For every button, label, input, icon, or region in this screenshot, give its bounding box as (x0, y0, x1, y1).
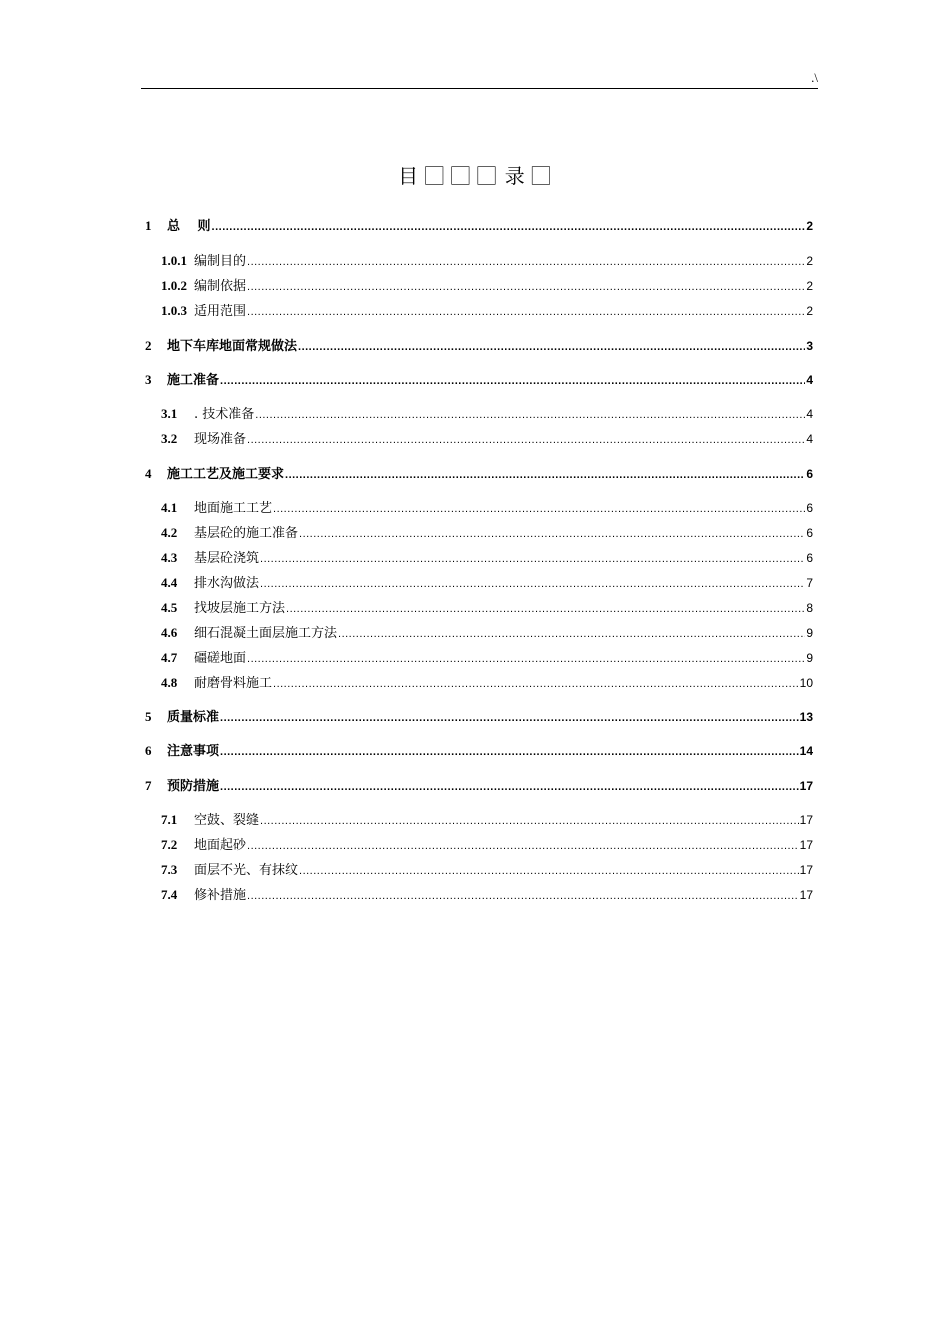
toc-entry-number: 3 (145, 372, 152, 387)
toc-entry-number: 1.0.2 (161, 278, 187, 293)
toc-leader-dots (247, 303, 805, 321)
toc-entry-number: 2 (145, 338, 152, 353)
toc-entry-number: 4.5 (161, 600, 178, 615)
toc-entry-title: . 技术准备 (194, 407, 255, 422)
toc-entry-title: 总 则 (167, 219, 211, 234)
toc-entry-title: 适用范围 (194, 304, 247, 319)
toc-entry[interactable] (161, 811, 813, 829)
toc-entry-page: 6 (806, 467, 813, 481)
toc-entry-title: 预防措施 (167, 779, 220, 794)
toc-entry-title: 面层不光、有抹纹 (194, 863, 299, 878)
toc-entry-title: 修补措施 (194, 888, 247, 903)
toc-entry[interactable] (145, 777, 813, 795)
toc-entry-title: 施工准备 (167, 373, 220, 388)
header-rule (141, 88, 818, 89)
toc-entry-page: 17 (799, 779, 813, 793)
toc-leader-dots (247, 278, 805, 296)
toc-entry-number: 7.1 (161, 812, 178, 827)
toc-entry[interactable] (145, 708, 813, 726)
toc-entry-number: 4.2 (161, 525, 178, 540)
toc-leader-dots (247, 253, 805, 271)
toc-entry-page: 6 (806, 501, 813, 515)
toc-entry-title: 基层砼的施工准备 (194, 526, 299, 541)
toc-entry-title: 耐磨骨料施工 (194, 676, 273, 691)
toc-leader-dots (212, 218, 806, 236)
toc-entry[interactable] (145, 465, 813, 483)
toc-entry[interactable] (161, 524, 813, 542)
toc-entry-page: 4 (806, 373, 813, 387)
toc-entry-number: 4 (145, 466, 152, 481)
toc-entry-page: 2 (806, 254, 813, 268)
toc-entry-page: 17 (799, 813, 813, 827)
toc-entry-title: 礓磋地面 (194, 651, 247, 666)
toc-leader-dots (285, 466, 805, 484)
toc-entry-page: 3 (806, 339, 813, 353)
toc-entry[interactable] (161, 624, 813, 642)
toc-title: 目 ⃞ ⃞ ⃞ 录 ⃞ (398, 164, 552, 188)
toc-entry[interactable] (145, 742, 813, 760)
toc-entry-number: 4.6 (161, 625, 178, 640)
toc-entry-number: 3.2 (161, 431, 178, 446)
toc-leader-dots (273, 675, 799, 693)
toc-entry-title: 排水沟做法 (194, 576, 260, 591)
toc-entry-page: 10 (799, 676, 813, 690)
toc-leader-dots (338, 625, 805, 643)
toc-entry[interactable] (161, 549, 813, 567)
toc-entry-title: 现场准备 (194, 432, 247, 447)
toc-entry-page: 9 (806, 626, 813, 640)
toc-entry[interactable] (161, 674, 813, 692)
toc-entry-title: 注意事项 (167, 744, 220, 759)
toc-entry[interactable] (161, 836, 813, 854)
toc-entry-page: 14 (799, 744, 813, 758)
toc-entry[interactable] (161, 886, 813, 904)
toc-entry-number: 4.4 (161, 575, 178, 590)
toc-entry[interactable] (145, 337, 813, 355)
toc-entry-page: 9 (806, 651, 813, 665)
toc-entry-page: 6 (806, 526, 813, 540)
toc-leader-dots (299, 862, 799, 880)
toc-leader-dots (220, 743, 799, 761)
toc-entry-page: 8 (806, 601, 813, 615)
toc-entry-page: 7 (806, 576, 813, 590)
toc-entry-title: 空鼓、裂缝 (194, 813, 260, 828)
toc-entry-title: 地下车库地面常规做法 (167, 339, 298, 354)
toc-entry[interactable] (161, 499, 813, 517)
toc-leader-dots (220, 709, 799, 727)
toc-entry-number: 5 (145, 709, 152, 724)
toc-entry-title: 施工工艺及施工要求 (167, 467, 285, 482)
toc-leader-dots (260, 575, 805, 593)
toc-entry-page: 17 (799, 838, 813, 852)
toc-entry-number: 7.4 (161, 887, 178, 902)
toc-entry-title: 编制依据 (194, 279, 247, 294)
toc-entry-title: 细石混凝土面层施工方法 (194, 626, 338, 641)
toc-leader-dots (247, 650, 805, 668)
toc-leader-dots (298, 338, 805, 356)
toc-entry-page: 6 (806, 551, 813, 565)
toc-entry[interactable] (161, 302, 813, 320)
toc-leader-dots (247, 431, 805, 449)
toc-entry-title: 地面起砂 (194, 838, 247, 853)
toc-entry-page: 4 (806, 432, 813, 446)
toc-entry[interactable] (145, 371, 813, 389)
toc-leader-dots (255, 406, 805, 424)
toc-entry[interactable] (161, 861, 813, 879)
toc-entry-number: 4.7 (161, 650, 178, 665)
toc-entry[interactable] (161, 252, 813, 270)
toc-entry-title: 质量标准 (167, 710, 220, 725)
toc-entry-page: 17 (799, 888, 813, 902)
toc-entry-page: 2 (806, 304, 813, 318)
header-mark: .\ (811, 70, 818, 85)
toc-entry-number: 6 (145, 743, 152, 758)
toc-entry-number: 4.8 (161, 675, 178, 690)
toc-entry[interactable] (161, 649, 813, 667)
toc-entry-page: 17 (799, 863, 813, 877)
toc-entry-number: 3.1 (161, 406, 178, 421)
toc-entry[interactable] (161, 430, 813, 448)
toc-entry-number: 4.1 (161, 500, 178, 515)
toc-entry-number: 4.3 (161, 550, 178, 565)
toc-entry-page: 13 (799, 710, 813, 724)
toc-entry-number: 7.3 (161, 862, 178, 877)
toc-leader-dots (286, 600, 805, 618)
toc-entry-number: 1.0.1 (161, 253, 187, 268)
toc-entry[interactable] (161, 599, 813, 617)
toc-leader-dots (299, 525, 805, 543)
toc-entry-number: 7.2 (161, 837, 178, 852)
toc-entry[interactable] (161, 405, 813, 423)
toc-entry-title: 编制目的 (194, 254, 247, 269)
toc-leader-dots (247, 837, 799, 855)
toc-entry[interactable] (161, 574, 813, 592)
toc-leader-dots (220, 778, 799, 796)
toc-entry-page: 4 (806, 407, 813, 421)
toc-entry-number: 1 (145, 218, 152, 233)
toc-entry[interactable] (145, 217, 813, 235)
toc-entry-page: 2 (806, 219, 813, 233)
toc-entry-title: 找坡层施工方法 (194, 601, 286, 616)
toc-leader-dots (260, 812, 799, 830)
toc-entry-number: 1.0.3 (161, 303, 187, 318)
toc-entry-page: 2 (806, 279, 813, 293)
toc-entry-title: 地面施工工艺 (194, 501, 273, 516)
toc-leader-dots (220, 372, 805, 390)
toc-entry-number: 7 (145, 778, 152, 793)
toc-entry[interactable] (161, 277, 813, 295)
toc-leader-dots (260, 550, 805, 568)
toc-entry-title: 基层砼浇筑 (194, 551, 260, 566)
toc-leader-dots (273, 500, 805, 518)
toc-leader-dots (247, 887, 799, 905)
